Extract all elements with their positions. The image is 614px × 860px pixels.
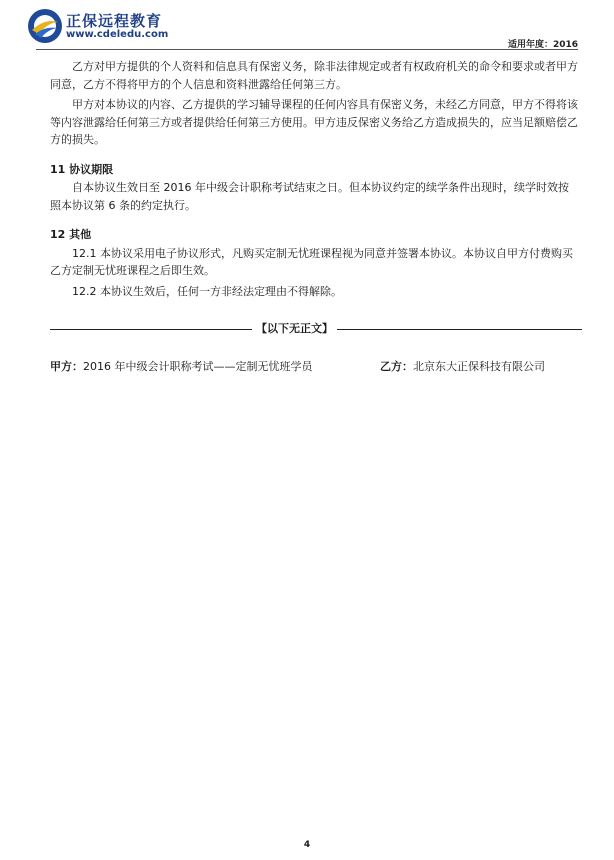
confidentiality-paragraph-1: 乙方对甲方提供的个人资料和信息具有保密义务，除非法律规定或者有权政府机关的命令和要求或者甲方同意，乙方不得将甲方的个人信息和资料泄露给任何第三方。 [50,60,578,91]
section-11-text: 自本协议生效日至 2016 年中级会计职称考试结束之日。但本协议约定的续学条件出现时，续学时效按照本协议第 6 条的约定执行。 [50,181,569,212]
header-rule [36,49,578,50]
party-a-label: 甲方： [50,359,83,373]
applicable-year: 适用年度：2016 [507,40,578,50]
brand-name: 正保远程教育 [66,12,163,30]
divider-line-left [50,329,252,330]
party-b-label: 乙方： [380,359,413,373]
section-11-heading: 11 协议期限 [50,162,114,176]
end-of-text-divider [50,320,578,338]
brand-url: www.cdeledu.com [66,29,169,40]
section-12-2-text: 12.2 本协议生效后，任何一方非经法定理由不得解除。 [72,284,342,298]
section-12-heading: 12 其他 [50,228,92,241]
party-b-value: 北京东大正保科技有限公司 [413,359,545,373]
signature-block [50,358,578,376]
end-of-text-label: 【以下无正文】 [256,322,333,335]
confidentiality-paragraph-2: 甲方对本协议的内容、乙方提供的学习辅导课程的任何内容具有保密义务，未经乙方同意，甲方不得将该等内容泄露给任何第三方或者提供给任何第三方使用。甲方违反保密义务给乙方造成损失的，应当足额赔偿乙方的损失。 [50,98,578,146]
page-number: 4 [303,840,311,850]
company-logo-icon [27,8,63,44]
divider-line-right [337,329,582,330]
party-b [380,358,545,376]
party-a-value: 2016 年中级会计职称考试——定制无忧班学员 [83,359,313,373]
page-header [0,0,614,52]
section-12-1-text: 12.1 本协议采用电子协议形式，凡购买定制无忧班课程视为同意并签署本协议。本协议自甲方付费购买乙方定制无忧班课程之后即生效。 [50,246,573,277]
document-body [50,58,578,376]
party-a [50,358,313,376]
